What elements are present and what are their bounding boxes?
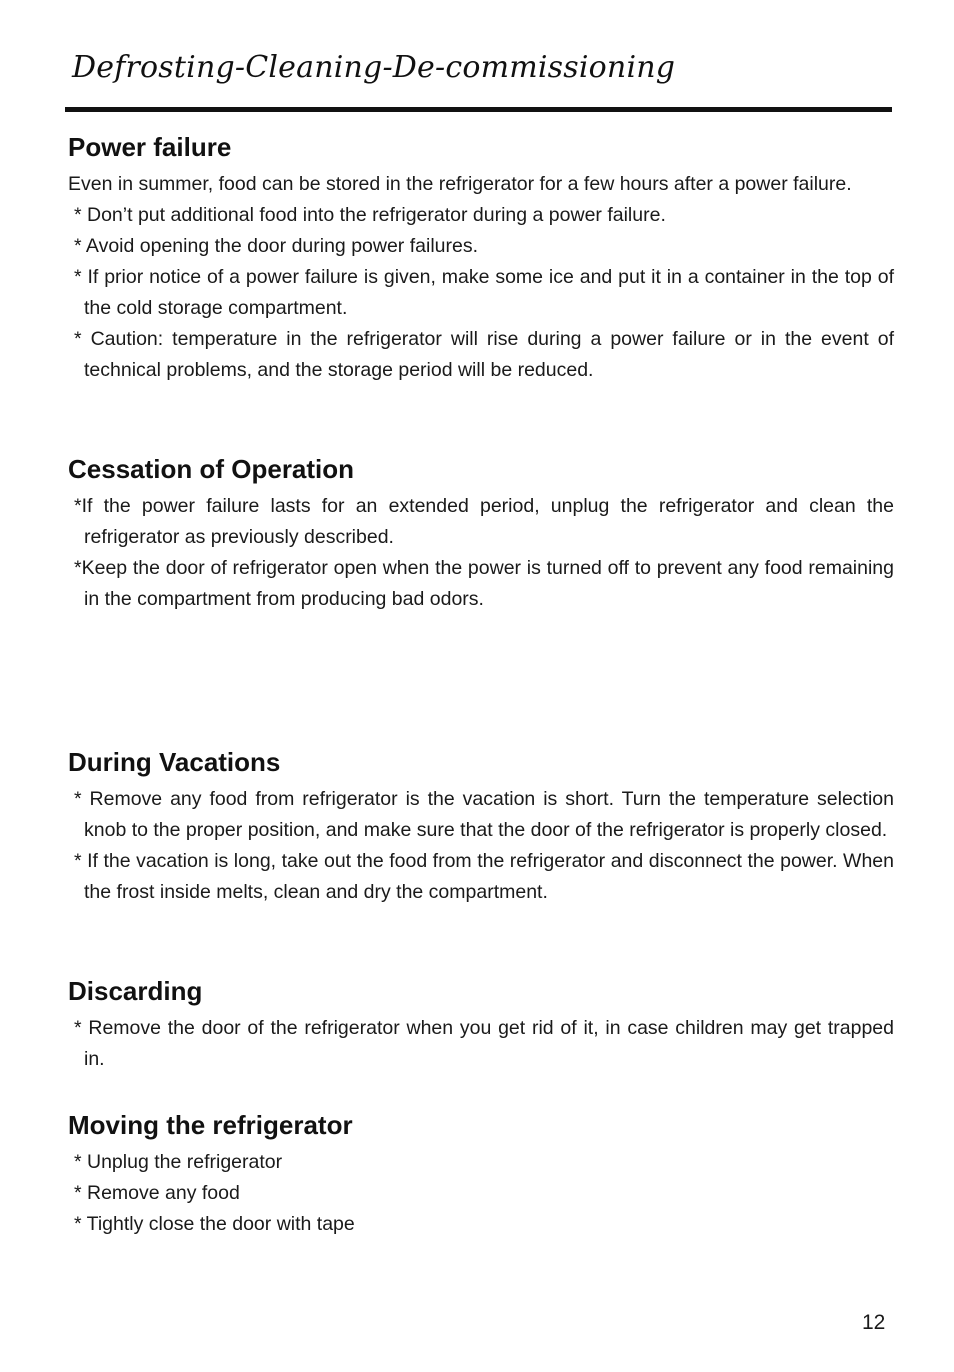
list-item: * Remove any food from refrigerator is the vacation is short. Turn the temperature selection knob to the proper position, and make sure that the door of the refrigerator is properly closed. <box>74 788 894 841</box>
section-power-failure <box>68 131 894 386</box>
bullet-list <box>68 1147 894 1240</box>
title-divider <box>65 107 892 112</box>
page-title: Defrosting-Cleaning-De-commissioning <box>72 50 676 85</box>
page-number: 12 <box>862 1311 886 1334</box>
section-during-vacations <box>68 746 894 908</box>
section-heading: Power failure <box>68 132 232 162</box>
list-item: * Unplug the refrigerator <box>74 1151 283 1173</box>
list-item: * If the vacation is long, take out the food from the refrigerator and disconnect the power. When the frost inside melts, clean and dry the compartment. <box>74 850 894 903</box>
bullet-list <box>68 200 894 386</box>
bullet-list <box>68 491 894 615</box>
section-heading: During Vacations <box>68 747 281 777</box>
section-cessation-of-operation <box>68 453 894 615</box>
list-item: * Remove any food <box>74 1182 240 1204</box>
list-item: * Remove the door of the refrigerator when you get rid of it, in case children may get trapped in. <box>74 1017 894 1070</box>
section-heading: Cessation of Operation <box>68 454 355 484</box>
list-item: *Keep the door of refrigerator open when the power is turned off to prevent any food remaining in the compartment from producing bad odors. <box>74 557 894 610</box>
bullet-list <box>68 784 894 908</box>
section-discarding <box>68 975 894 1075</box>
section-heading: Discarding <box>68 976 203 1006</box>
list-item: * Avoid opening the door during power failures. <box>74 235 478 257</box>
list-item: * If prior notice of a power failure is given, make some ice and put it in a container in the top of the cold storage compartment. <box>74 266 894 319</box>
list-item: *If the power failure lasts for an extended period, unplug the refrigerator and clean the refrigerator as previously described. <box>74 495 894 548</box>
bullet-list <box>68 1013 894 1075</box>
list-item: * Tightly close the door with tape <box>74 1213 355 1235</box>
section-moving-the-refrigerator <box>68 1109 894 1240</box>
section-heading: Moving the refrigerator <box>68 1110 353 1140</box>
section-intro: Even in summer, food can be stored in the refrigerator for a few hours after a power failure. <box>68 173 852 195</box>
list-item: * Don’t put additional food into the refrigerator during a power failure. <box>74 204 666 226</box>
list-item: * Caution: temperature in the refrigerator will rise during a power failure or in the event of technical problems, and the storage period will be reduced. <box>74 328 894 381</box>
